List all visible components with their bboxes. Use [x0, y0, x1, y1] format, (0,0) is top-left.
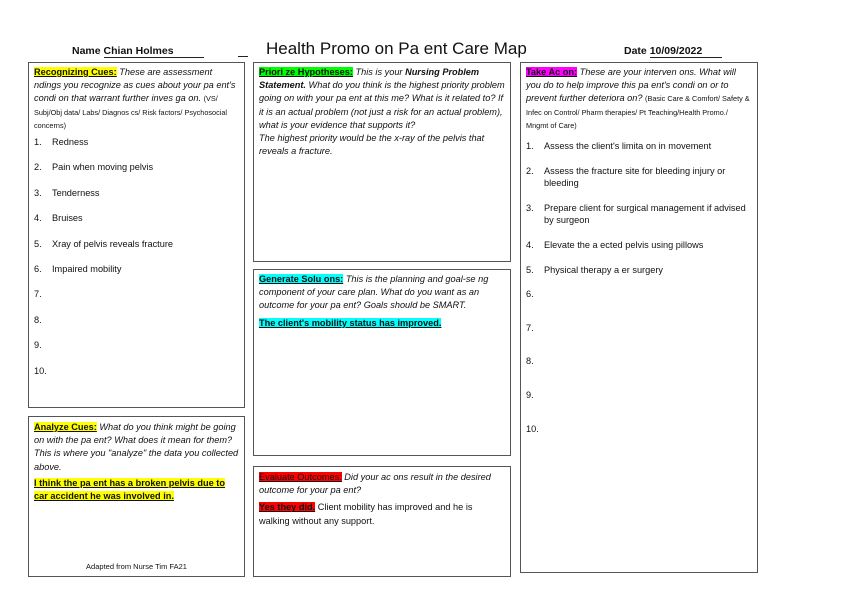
- recognizing-cues-description: These are assessment ndings you recognize as cues about your pa ent's condi on that warrant further inves ga on.: [34, 67, 236, 104]
- prioritize-hypotheses-box: [253, 62, 511, 262]
- generate-solutions-answer: The client's mobility status has improved.: [259, 317, 442, 328]
- list-item: 2. Pain when moving pelvis: [34, 162, 154, 173]
- evaluate-outcomes-box: [253, 466, 511, 577]
- name-underline-extension: [238, 56, 248, 57]
- page-title: Health Promo on Pa ent Care Map: [266, 39, 527, 58]
- list-item: 5. Physical therapy a er surgery: [526, 264, 663, 275]
- recognizing-cues-list: [34, 136, 239, 377]
- list-item: 1. Redness: [34, 137, 89, 148]
- prioritize-hypotheses-answer: The highest priority would be the x-ray of the pelvis that reveals a fracture.: [259, 133, 485, 157]
- date-field: [624, 45, 722, 58]
- date-label: Date: [624, 45, 647, 57]
- prioritize-hypotheses-description: What do you think is the highest priority problem going on with your pa ent at this me? What is it related to? If it is an actual problem (not just a risk for an actual problem), what is your evidence that supports it?: [259, 80, 505, 130]
- analyze-cues-answer: I think the pa ent has a broken pelvis due to car accident he was involved in.: [34, 477, 225, 502]
- generate-solutions-heading: Generate Solu ons:: [259, 274, 344, 284]
- analyze-cues-description: What do you think might be going on with the pa ent? What does it mean for them? This is where you "analyze" the data you collected above.: [34, 422, 239, 472]
- recognizing-cues-box: [28, 62, 245, 408]
- list-item: 8.: [34, 314, 42, 325]
- list-item: 6. Impaired mobility: [34, 263, 122, 274]
- evaluate-outcomes-description: Did your ac ons result in the desired outcome for your pa ent?: [259, 472, 491, 496]
- list-item: 4. Bruises: [34, 213, 83, 224]
- name-value: Chian Holmes: [104, 45, 204, 58]
- take-action-list: [526, 140, 752, 435]
- evaluate-outcomes-heading: Evaluate Outcomes:: [259, 472, 342, 482]
- list-item: 3. Prepare client for surgical management if advised by surgeon: [526, 202, 746, 226]
- evaluate-outcomes-answer: Client mobility has improved and he is walking without any support.: [259, 502, 473, 526]
- list-item: 3. Tenderness: [34, 187, 100, 198]
- take-action-box: [520, 62, 758, 573]
- analyze-cues-heading: Analyze Cues:: [34, 422, 97, 432]
- prioritize-hypotheses-heading: Priori ze Hypotheses:: [259, 67, 353, 77]
- name-field: [72, 45, 204, 58]
- list-item: 1. Assess the client's limita on in movement: [526, 141, 712, 152]
- list-item: 9.: [526, 389, 534, 400]
- take-action-heading: Take Ac on:: [526, 67, 578, 77]
- list-item: 9.: [34, 340, 42, 351]
- generate-solutions-description: This is the planning and goal-se ng component of your care plan. What do you want as an outcome for your pa ent? Goals should be SMART.: [259, 274, 489, 311]
- take-action-note: (Basic Care & Comfort/ Safety & Infec on Control/ Pharm therapies/ Pt Teaching/Health Promo./ Mngmt of Care): [526, 94, 750, 130]
- list-item: 5. Xray of pelvis reveals fracture: [34, 238, 174, 249]
- list-item: 6.: [526, 289, 534, 300]
- evaluate-answer-highlight: Yes they did.: [259, 502, 316, 513]
- recognizing-cues-heading: Recognizing Cues:: [34, 67, 117, 77]
- list-item: 10.: [34, 365, 47, 376]
- list-item: 10.: [526, 423, 539, 434]
- prioritize-desc-bold: Nursing Problem Statement.: [259, 67, 480, 91]
- date-value: 10/09/2022: [650, 45, 722, 58]
- recognizing-cues-note: (VS/ Subj/Obj data/ Labs/ Diagnos cs/ Risk factors/ Psychosocial concerns): [34, 94, 228, 130]
- generate-solutions-box: [253, 269, 511, 456]
- list-item: 8.: [526, 356, 534, 367]
- list-item: 7.: [526, 322, 534, 333]
- adapted-from-note: Adapted from Nurse Tim FA21: [86, 561, 187, 571]
- analyze-cues-box: [28, 416, 245, 577]
- take-action-description: These are your interven ons. What will you do to help improve this pa ent's condi on or to prevent further deteriora on?: [526, 67, 736, 104]
- prioritize-desc-prefix: This is your: [355, 67, 403, 77]
- name-label: Name: [72, 45, 101, 57]
- list-item: 4. Elevate the a ected pelvis using pillows: [526, 239, 704, 250]
- list-item: 2. Assess the fracture site for bleeding injury or bleeding: [526, 165, 726, 189]
- list-item: 7.: [34, 289, 42, 300]
